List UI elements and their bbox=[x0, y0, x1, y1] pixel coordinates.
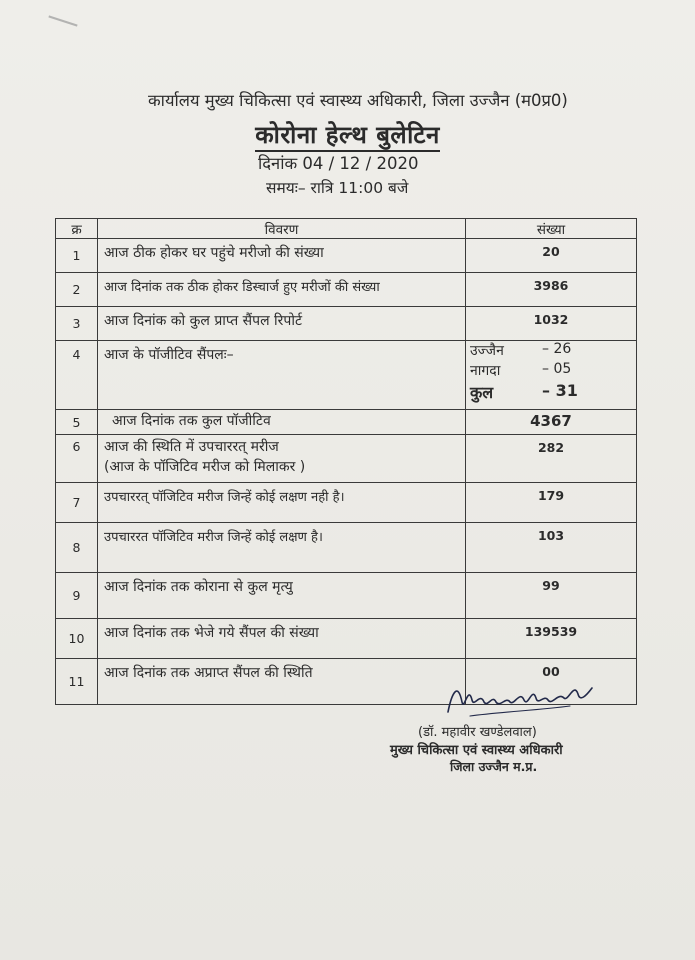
breakdown-label: कुल bbox=[470, 383, 494, 402]
bulletin-title bbox=[0, 118, 695, 151]
row-serial: 4 bbox=[56, 341, 98, 410]
row-serial: 1 bbox=[56, 239, 98, 273]
row-serial: 9 bbox=[56, 573, 98, 619]
breakdown-ujjain bbox=[470, 341, 572, 360]
table-row bbox=[56, 619, 637, 659]
row-count: 99 bbox=[466, 573, 637, 619]
handwritten-signature bbox=[440, 672, 600, 722]
bulletin-table bbox=[55, 218, 637, 705]
row-serial: 7 bbox=[56, 483, 98, 523]
row-description: आज दिनांक तक कुल पॉजीटिव bbox=[98, 410, 466, 435]
row-count: 1032 bbox=[466, 307, 637, 341]
table-row bbox=[56, 307, 637, 341]
row-count: 103 bbox=[466, 523, 637, 573]
positive-breakdown-cell bbox=[466, 341, 637, 410]
row-description: आज के पॉजीटिव सैंपलः– bbox=[98, 341, 466, 410]
row-count: 139539 bbox=[466, 619, 637, 659]
row-description-line: (आज के पॉजिटिव मरीज को मिलाकर ) bbox=[104, 459, 306, 475]
row-count: 4367 bbox=[466, 410, 637, 435]
row-description: उपचाररत पॉजिटिव मरीज जिन्हें कोई लक्षण है। bbox=[98, 523, 466, 573]
table-row bbox=[56, 239, 637, 273]
header-description: विवरण bbox=[98, 219, 466, 239]
header-count: संख्या bbox=[466, 219, 637, 239]
row-serial: 6 bbox=[56, 435, 98, 483]
row-description: आज दिनांक तक भेजे गये सैंपल की संख्या bbox=[98, 619, 466, 659]
breakdown-value: – 05 bbox=[542, 361, 572, 377]
row-description bbox=[98, 435, 466, 483]
table-row bbox=[56, 573, 637, 619]
signer-district: जिला उज्जैन म.प्र. bbox=[450, 759, 538, 774]
row-description: आज दिनांक तक कोराना से कुल मृत्यु bbox=[98, 573, 466, 619]
row-serial: 5 bbox=[56, 410, 98, 435]
signer-name: (डॉ. महावीर खण्डेलवाल) bbox=[418, 725, 537, 740]
row-description: आज दिनांक तक ठीक होकर डिस्चार्ज हुए मरीजों की संख्या bbox=[98, 273, 466, 307]
row-count: 20 bbox=[466, 239, 637, 273]
breakdown-label: उज्जैन bbox=[470, 343, 504, 359]
bulletin-time: समयः– रात्रि 11:00 बजे bbox=[266, 179, 409, 197]
row-count: 179 bbox=[466, 483, 637, 523]
row-description-line: आज की स्थिति में उपचाररत् मरीज bbox=[104, 439, 279, 455]
breakdown-total bbox=[470, 381, 578, 403]
row-serial: 10 bbox=[56, 619, 98, 659]
signer-designation: मुख्य चिकित्सा एवं स्वास्थ्य अधिकारी bbox=[390, 743, 563, 758]
header-serial: क्र bbox=[56, 219, 98, 239]
bulletin-title-text: कोरोना हेल्थ बुलेटिन bbox=[255, 121, 440, 152]
positive-breakdown bbox=[466, 341, 636, 403]
table-row bbox=[56, 273, 637, 307]
breakdown-nagda bbox=[470, 361, 572, 380]
office-heading: कार्यालय मुख्य चिकित्सा एवं स्वास्थ्य अधिकारी, जिला उज्जैन (म0प्र0) bbox=[148, 91, 568, 110]
row-description: उपचाररत् पॉजिटिव मरीज जिन्हें कोई लक्षण नही है। bbox=[98, 483, 466, 523]
row-serial: 11 bbox=[56, 659, 98, 705]
table-row bbox=[56, 435, 637, 483]
row-count: 3986 bbox=[466, 273, 637, 307]
bulletin-date: दिनांक 04 / 12 / 2020 bbox=[258, 154, 419, 173]
breakdown-value: – 31 bbox=[542, 381, 578, 400]
row-count: 00 bbox=[466, 659, 637, 705]
row-description: आज दिनांक तक अप्राप्त सैंपल की स्थिति bbox=[98, 659, 466, 705]
row-count: 282 bbox=[466, 435, 637, 483]
row-description: आज ठीक होकर घर पहुंचे मरीजो की संख्या bbox=[98, 239, 466, 273]
row-serial: 8 bbox=[56, 523, 98, 573]
table-row bbox=[56, 341, 637, 410]
table-row bbox=[56, 523, 637, 573]
row-description: आज दिनांक को कुल प्राप्त सैंपल रिपोर्ट bbox=[98, 307, 466, 341]
table-row bbox=[56, 483, 637, 523]
table-header-row bbox=[56, 219, 637, 239]
table-row bbox=[56, 410, 637, 435]
breakdown-value: – 26 bbox=[542, 341, 572, 357]
row-serial: 2 bbox=[56, 273, 98, 307]
row-serial: 3 bbox=[56, 307, 98, 341]
breakdown-label: नागदा bbox=[470, 363, 501, 379]
